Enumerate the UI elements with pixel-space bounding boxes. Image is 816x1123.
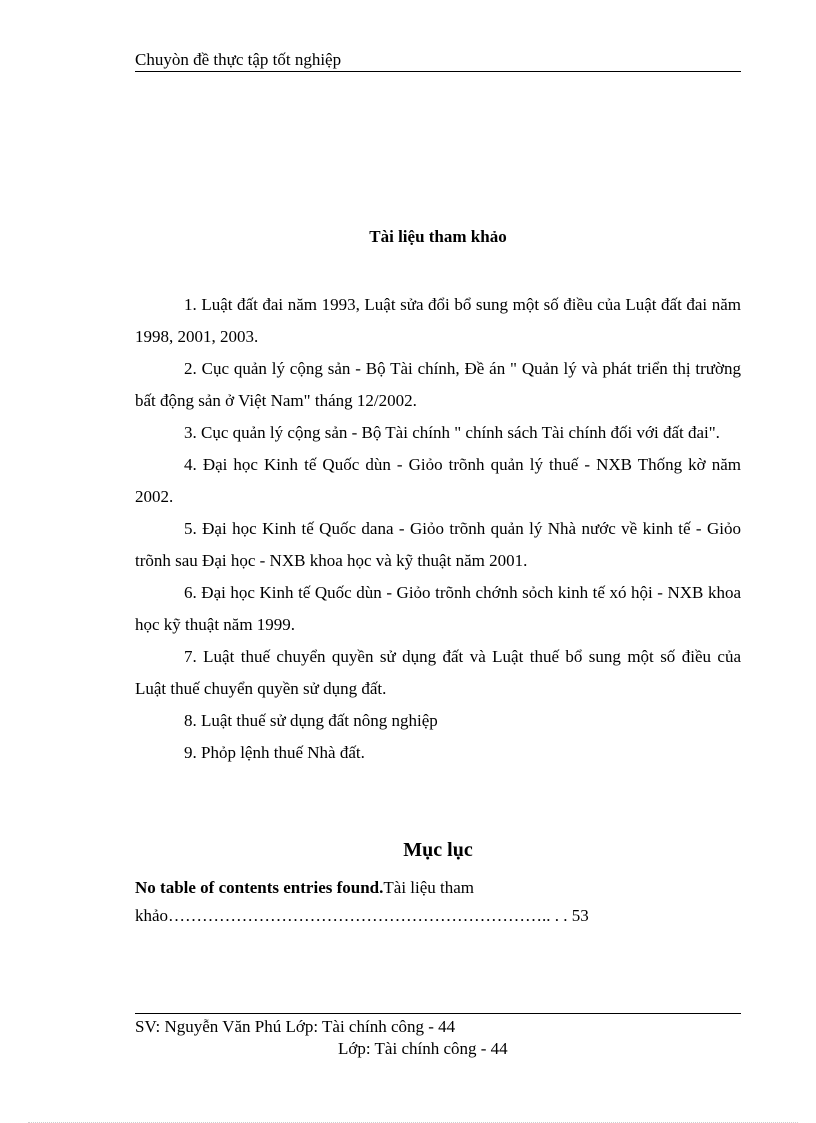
reference-item: 4. Đại học Kinh tế Quốc dùn - Giỏo trõnh quản lý thuế - NXB Thống kờ năm 2002. [135, 455, 741, 506]
references-title: Tài liệu tham khảo [369, 227, 507, 246]
references-list [135, 289, 741, 769]
page-footer [135, 1016, 741, 1060]
reference-item: 9. Phỏp lệnh thuế Nhà đất. [184, 743, 365, 762]
footer-line1: SV: Nguyễn Văn Phú Lớp: Tài chính công - 44 [135, 1017, 456, 1036]
reference-item: 6. Đại học Kinh tế Quốc dùn - Giỏo trõnh chớnh sỏch kinh tế xó hội - NXB khoa học kỹ thuật năm 1999. [135, 583, 741, 634]
footer-line2: Lớp: Tài chính công - 44 [338, 1039, 508, 1058]
reference-item: 2. Cục quản lý cộng sản - Bộ Tài chính, Đề án " Quản lý và phát triển thị trường bất động sản ở Việt Nam" tháng 12/2002. [135, 359, 741, 410]
header-title: Chuyòn đề thực tập tốt nghiệp [135, 50, 342, 69]
table-of-contents [135, 874, 655, 930]
reference-item: 1. Luật đất đai năm 1993, Luật sửa đổi bổ sung một số điều của Luật đất đai năm 1998, 2001, 2003. [135, 295, 741, 346]
toc-entry-line2[interactable]: khảo………………………………………………………….. . . 53 [135, 906, 589, 925]
footer-divider [135, 1013, 741, 1014]
page-header [135, 50, 741, 72]
toc-title: Mục lục [403, 839, 473, 861]
reference-item: 3. Cục quản lý cộng sản - Bộ Tài chính " chính sách Tài chính đối với đất đai". [184, 423, 720, 442]
toc-entry-line1 [135, 874, 655, 902]
toc-entry-text[interactable]: Tài liệu tham [383, 878, 475, 897]
toc-no-entries: No table of contents entries found. [135, 878, 384, 897]
reference-item: 7. Luật thuế chuyển quyền sử dụng đất và Luật thuế bổ sung một số điều của Luật thuế chuyển quyền sử dụng đất. [135, 647, 741, 698]
reference-item: 8. Luật thuế sử dụng đất nông nghiệp [184, 711, 438, 730]
reference-item: 5. Đại học Kinh tế Quốc dana - Giỏo trõnh quản lý Nhà nước về kinh tế - Giỏo trõnh sau Đại học - NXB khoa học và kỹ thuật năm 2001. [135, 519, 741, 570]
